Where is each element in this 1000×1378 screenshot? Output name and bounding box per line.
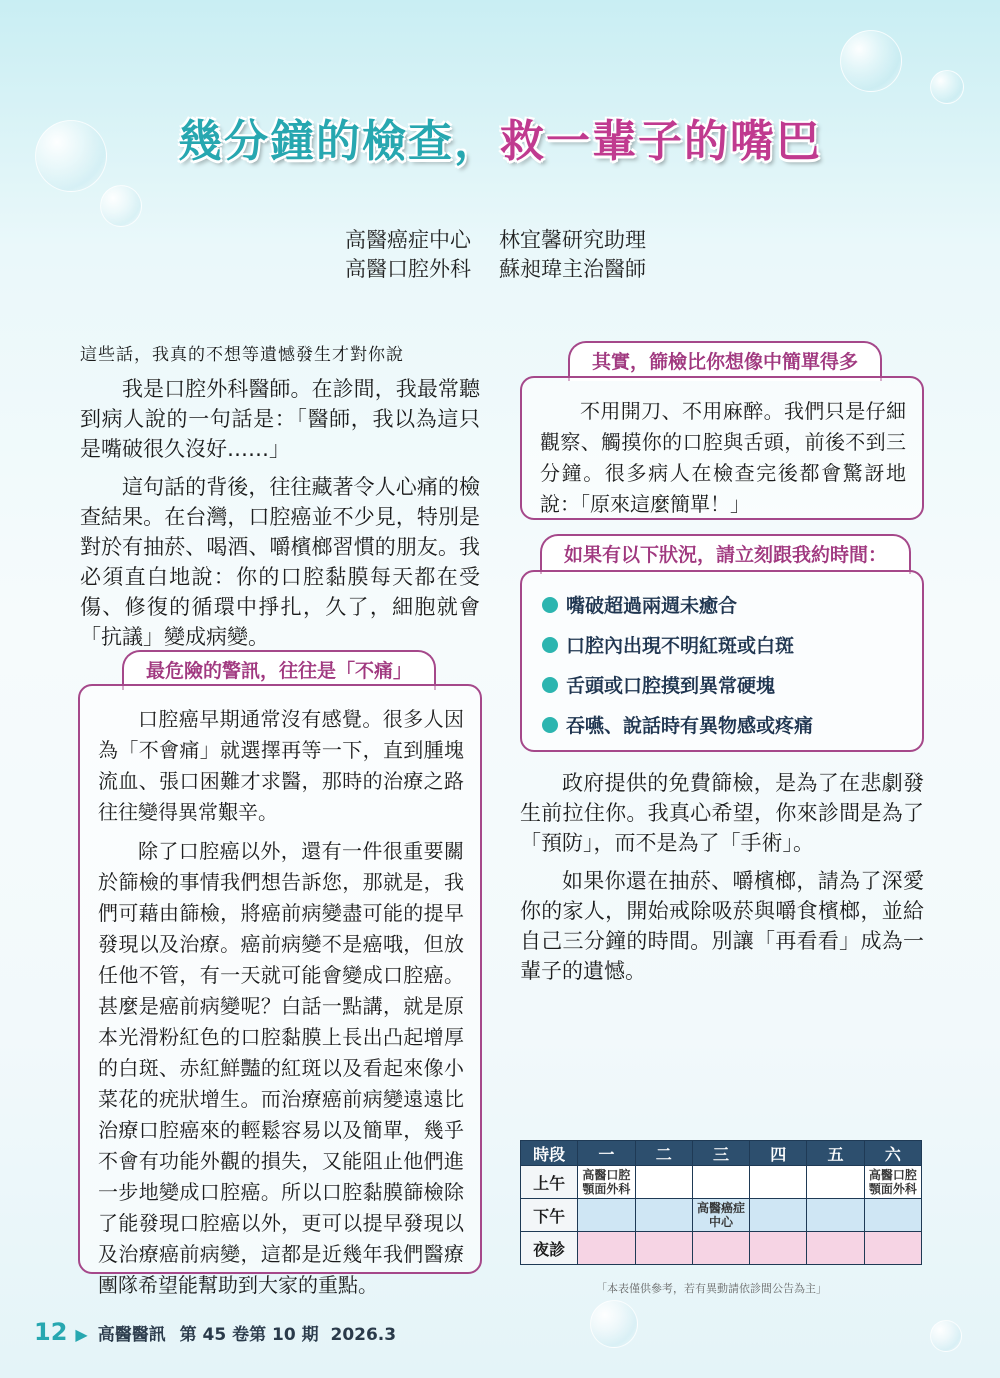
header-cell: 二 [635,1141,692,1166]
table-header-row [521,1141,922,1166]
clinic-schedule-table [520,1140,922,1265]
bubble-decoration [930,70,964,104]
table-row [521,1232,922,1265]
page-title [0,105,1000,169]
table-cell [578,1166,635,1199]
symptom-text: 吞嚥、說話時有異物感或疼痛 [566,715,814,737]
table-cell [692,1199,749,1232]
authors [345,226,646,284]
slot-cell: 夜診 [521,1232,578,1265]
table-cell [864,1166,921,1199]
title-part1: 幾分鐘的檢查， [178,116,500,167]
bubble-decoration [100,185,142,227]
author-row [345,226,646,255]
paragraph: 如果你還在抽菸、嚼檳榔，請為了深愛你的家人，開始戒除吸菸與嚼食檳榔，並給自己三分鐘的時間。別讓「再看看」成為一輩子的遺憾。 [520,869,924,983]
table-cell [864,1232,921,1265]
author-name: 林宜馨研究助理 [499,228,646,252]
table-cell [635,1166,692,1199]
table-cell [578,1199,635,1232]
slot-cell: 上午 [521,1166,578,1199]
author-name: 蘇昶瑋主治醫師 [499,257,646,281]
table-cell [692,1166,749,1199]
symptom-item [542,666,906,706]
bullet-dot-icon [542,717,558,733]
header-cell: 五 [807,1141,864,1166]
header-cell: 四 [750,1141,807,1166]
cell-text: 高醫癌症中心 [696,1201,745,1229]
table-row [521,1199,922,1232]
page-footer [34,1318,396,1346]
header-cell: 六 [864,1141,921,1166]
table-cell [635,1199,692,1232]
table-cell [750,1199,807,1232]
header-cell: 一 [578,1141,635,1166]
paragraph: 這句話的背後，往往藏著令人心痛的檢查結果。在台灣，口腔癌並不少見，特別是對於有抽菸、喝酒、嚼檳榔習慣的朋友。我必須直白地說：你的口腔黏膜每天都在受傷、修復的循環中掙扎，久了，細胞就會「抗議」變成病變。 [80,475,480,649]
table-cell [807,1166,864,1199]
table-cell [807,1232,864,1265]
issue-date: 2026.3 [330,1325,397,1345]
magazine-name: 高醫醫訊 [97,1325,166,1345]
author-dept: 高醫癌症中心 [345,228,471,252]
symptom-item [542,586,906,626]
symptom-text: 嘴破超過兩週未癒合 [566,595,738,617]
table-cell [635,1232,692,1265]
box-tab-symptoms: 如果有以下狀況，請立刻跟我約時間： [540,534,911,574]
bubble-decoration [930,1320,962,1352]
right-column-text [520,768,924,994]
table-cell [692,1232,749,1265]
box-tab-screening: 其實，篩檢比你想像中簡單得多 [568,341,882,381]
title-part2: 救一輩子的嘴巴 [500,116,822,167]
bullet-dot-icon [542,677,558,693]
author-row [345,255,646,284]
play-arrow-icon: ▶ [75,1325,88,1344]
paragraph: 政府提供的免費篩檢，是為了在悲劇發生前拉住你。我真心希望，你來診間是為了「預防」，而不是為了「手術」。 [520,771,924,855]
bullet-dot-icon [542,597,558,613]
table-cell [578,1232,635,1265]
table-cell [750,1166,807,1199]
slot-cell: 下午 [521,1199,578,1232]
cell-text: 高醫口腔顎面外科 [868,1168,917,1196]
author-dept: 高醫口腔外科 [345,257,471,281]
symptom-item [542,706,906,746]
bubble-decoration [590,1300,638,1348]
cell-text: 高醫口腔顎面外科 [582,1168,631,1196]
table-cell [864,1199,921,1232]
header-cell: 時段 [521,1141,578,1166]
bullet-dot-icon [542,637,558,653]
info-box-screening [520,376,924,520]
symptom-text: 舌頭或口腔摸到異常硬塊 [566,675,776,697]
schedule-note: 「本表僅供參考，若有異動請依診間公告為主」 [596,1282,827,1295]
table-cell [750,1232,807,1265]
paragraph: 除了口腔癌以外，還有一件很重要關於篩檢的事情我們想告訴您，那就是，我們可藉由篩檢，將癌前病變盡可能的提早發現以及治療。癌前病變不是癌哦，但放任他不管，有一天就可能會變成口腔癌。甚麼是癌前病變呢？白話一點講，就是原本光滑粉紅色的口腔黏膜上長出凸起增厚的白斑、赤紅鮮豔的紅斑以及看起來像小菜花的疣狀增生。而治療癌前病變遠遠比治療口腔癌來的輕鬆容易以及簡單，幾乎不會有功能外觀的損失，又能阻止他們進一步地變成口腔癌。所以口腔黏膜篩檢除了能發現口腔癌以外，更可以提早發現以及治療癌前病變，這都是近幾年我們醫療團隊希望能幫助到大家的重點。 [98,839,464,1297]
left-column-text [80,374,480,660]
intro-line: 這些話，我真的不想等遺憾發生才對你說 [80,345,404,365]
symptom-list-box [520,570,924,752]
header-cell: 三 [692,1141,749,1166]
page-number: 12 [34,1318,68,1346]
info-box-danger [78,684,482,1297]
paragraph: 我是口腔外科醫師。在診間，我最常聽到病人說的一句話是：「醫師，我以為這只是嘴破很久沒好……」 [80,377,480,461]
table-row [521,1166,922,1199]
paragraph: 口腔癌早期通常沒有感覺。很多人因為「不會痛」就選擇再等一下，直到腫塊流血、張口困難才求醫，那時的治療之路往往變得異常艱辛。 [98,707,464,824]
symptom-text: 口腔內出現不明紅斑或白斑 [566,635,795,657]
bubble-decoration [840,30,902,92]
issue-number: 第 45 卷第 10 期 [179,1325,319,1345]
paragraph: 不用開刀、不用麻醉。我們只是仔細觀察、觸摸你的口腔與舌頭，前後不到三分鐘。很多病人在檢查完後都會驚訝地說：「原來這麼簡單！」 [540,399,906,516]
box-tab-danger: 最危險的警訊，往往是「不痛」 [122,650,436,690]
table-cell [807,1199,864,1232]
symptom-item [542,626,906,666]
